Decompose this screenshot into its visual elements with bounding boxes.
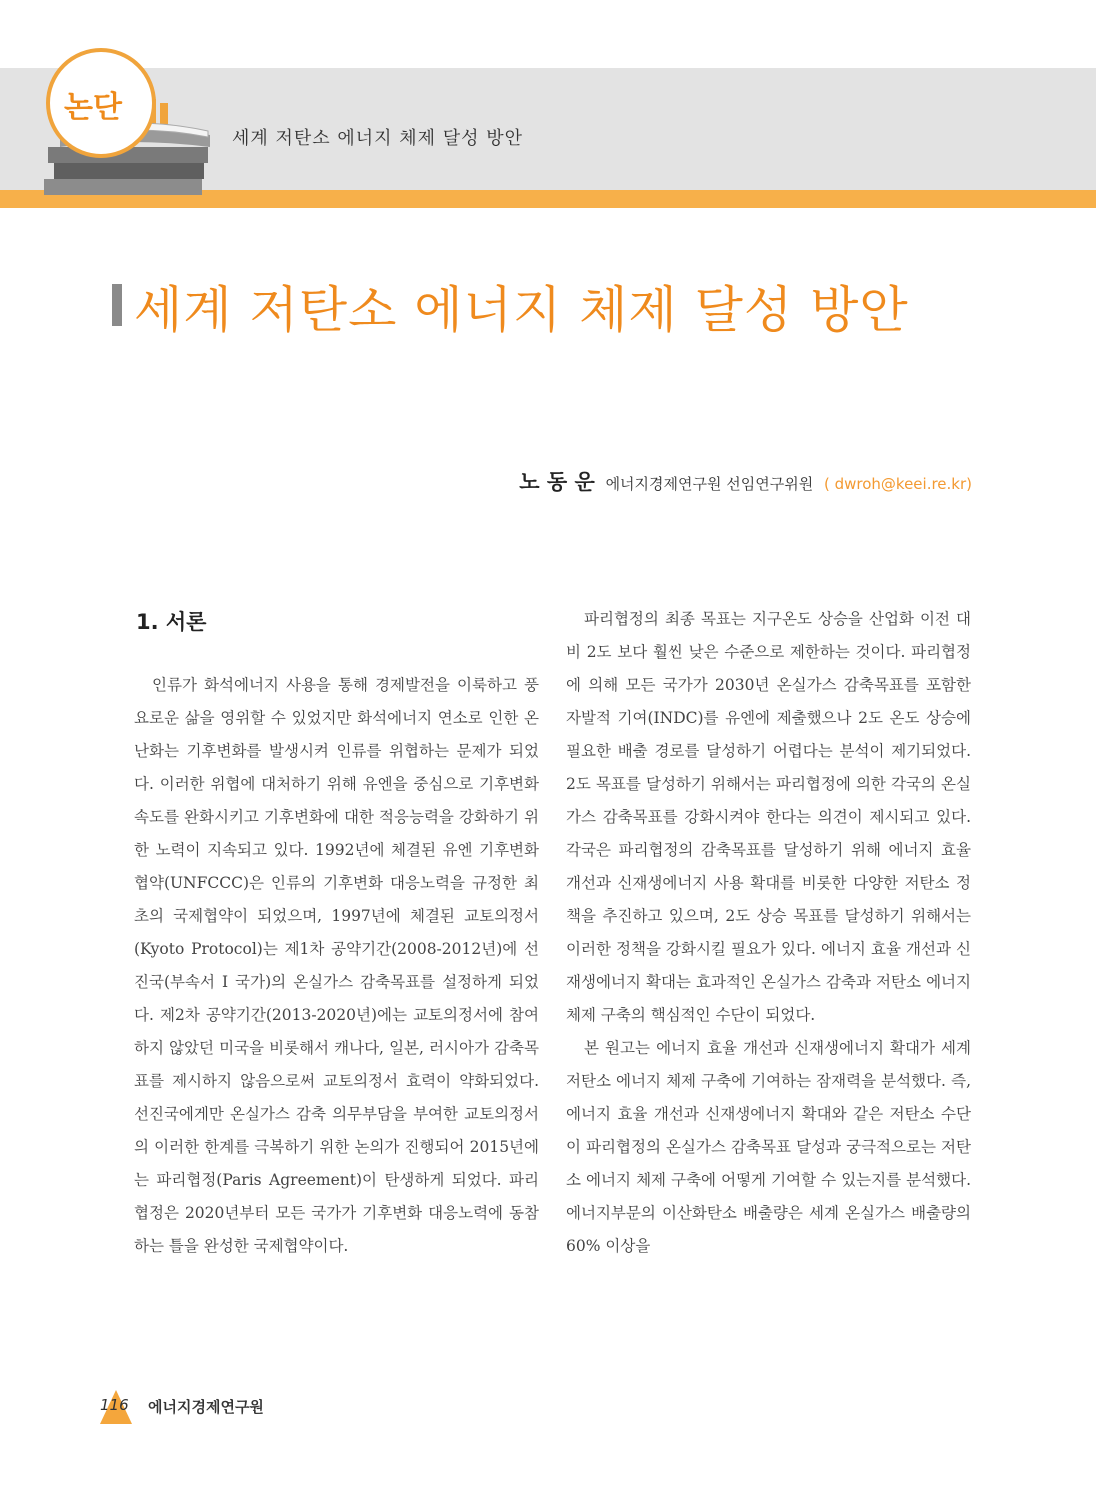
running-header: 세계 저탄소 에너지 체제 달성 방안 [232, 128, 524, 149]
paragraph: 파리협정의 최종 목표는 지구온도 상승을 산업화 이전 대비 2도 보다 훨씬 낮은 수준으로 제한하는 것이다. 파리협정에 의해 모든 국가가 2030년 온실가스 감축목표를 포함한 자발적 기여(INDC)를 유엔에 제출했으나 2도 온도 상승에 필요한 배출 경로를 달성하기 어렵다는 분석이 제기되었다. 2도 목표를 달성하기 위해서는 파리협정에 의한 각국의 온실가스 감축목표를 강화시켜야 한다는 의견이 제시되고 있다. 각국은 파리협정의 감축목표를 달성하기 위해 에너지 효율 개선과 신재생에너지 사용 확대를 비롯한 다양한 저탄소 정책을 추진하고 있으며, 2도 상승 목표를 달성하기 위해서는 이러한 정책을 강화시킬 필요가 있다. 에너지 효율 개선과 신재생에너지 확대는 효과적인 온실가스 감축과 저탄소 에너지 체제 구축의 핵심적인 수단이 되었다. [566, 610, 971, 1024]
paragraph: 본 원고는 에너지 효율 개선과 신재생에너지 확대가 세계 저탄소 에너지 체제 구축에 기여하는 잠재력을 분석했다. 즉, 에너지 효율 개선과 신재생에너지 확대와 같은 저탄소 수단이 파리협정의 온실가스 감축목표 달성과 궁극적으로는 저탄소 에너지 체제 구축에 어떻게 기여할 수 있는지를 분석했다. 에너지부문의 이산화탄소 배출량은 세계 온실가스 배출량의 60% 이상을 [566, 1039, 971, 1255]
right-column [566, 603, 971, 1263]
author-affiliation: 에너지경제연구원 선임연구위원 [605, 475, 814, 493]
footer-organization: 에너지경제연구원 [148, 1398, 264, 1416]
author-email: ( dwroh@keei.re.kr) [823, 475, 972, 493]
section-badge: 논단 [64, 90, 122, 125]
author-name: 노 동 운 [519, 470, 595, 494]
title-marker [112, 284, 122, 326]
page-number: 116 [100, 1396, 129, 1414]
paragraph: 인류가 화석에너지 사용을 통해 경제발전을 이룩하고 풍요로운 삶을 영위할 수 있었지만 화석에너지 연소로 인한 온난화는 기후변화를 발생시켜 인류를 위협하는 문제가 되었다. 이러한 위협에 대처하기 위해 유엔을 중심으로 기후변화 속도를 완화시키고 기후변화에 대한 적응능력을 강화하기 위한 노력이 지속되고 있다. 1992년에 체결된 유엔 기후변화협약(UNFCCC)은 인류의 기후변화 대응노력을 규정한 최초의 국제협약이 되었으며, 1997년에 체결된 교토의정서(Kyoto Protocol)는 제1차 공약기간(2008-2012년)에 선진국(부속서 I 국가)의 온실가스 감축목표를 설정하게 되었다. 제2차 공약기간(2013-2020년)에는 교토의정서에 참여하지 않았던 미국을 비롯해서 캐나다, 일본, 러시아가 감축목표를 제시하지 않음으로써 교토의정서 효력이 약화되었다. 선진국에게만 온실가스 감축 의무부담을 부여한 교토의정서의 이러한 한계를 극복하기 위한 논의가 진행되어 2015년에는 파리협정(Paris Agreement)이 탄생하게 되었다. 파리협정은 2020년부터 모든 국가가 기후변화 대응노력에 동참하는 틀을 완성한 국제협약이다. [134, 676, 539, 1255]
section-heading: 1. 서론 [136, 610, 207, 634]
author-line [519, 466, 972, 496]
left-column [134, 669, 539, 1263]
page-title: 세계 저탄소 에너지 체제 달성 방안 [134, 281, 909, 339]
